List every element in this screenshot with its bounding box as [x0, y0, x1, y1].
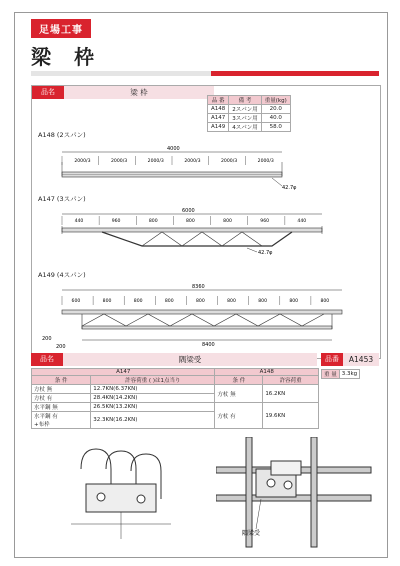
segment-label: 800 — [258, 299, 268, 304]
page-title: 梁 枠 — [31, 45, 102, 69]
catalog-page — [14, 12, 388, 558]
beam-a149-bottom — [82, 326, 332, 329]
segment-label: 800 — [223, 219, 232, 224]
cell: 水平鋼 有 +布枠 — [32, 412, 91, 429]
d1-total-label: 4000 — [167, 146, 180, 152]
col-header: 条 件 — [215, 376, 263, 385]
d1-pipe-label: 42.7φ — [282, 185, 297, 191]
col-header: 許容荷重 ( )は1点当り — [91, 376, 215, 385]
table-row — [32, 403, 319, 412]
cell: A148 — [208, 105, 229, 114]
d3-left1-label: 200 — [42, 336, 52, 342]
product-label-2: 品名 — [31, 353, 63, 366]
segment-label: 2000/3 — [257, 159, 274, 164]
title-underline-grey — [31, 71, 211, 76]
cell: A147 — [208, 114, 229, 123]
cell: 26.5KN(13.2KN) — [91, 403, 215, 412]
beam-a149-top — [62, 310, 342, 314]
cell: 2スパン用 — [229, 105, 262, 114]
segment-label: 800 — [320, 299, 330, 304]
d3-left2-label: 200 — [56, 344, 66, 350]
cell: 32.3KN(16.2KN) — [91, 412, 215, 429]
table-row — [208, 114, 291, 123]
cell: 方杖 有 — [215, 403, 263, 429]
table-row — [208, 123, 291, 132]
segment-label: 800 — [148, 219, 158, 224]
product-section-beam-frame — [31, 85, 381, 359]
drawing-a148 — [32, 142, 380, 202]
cell: 4スパン用 — [229, 123, 262, 132]
load-table — [31, 368, 319, 429]
segment-label: 2000/3 — [147, 159, 164, 164]
cell: 16.2KN — [263, 385, 319, 403]
drawing-a148-title: A148 (2スパン) — [38, 131, 86, 139]
cell: A149 — [208, 123, 229, 132]
spec-table — [207, 95, 291, 132]
product-name: 梁 枠 — [64, 86, 214, 99]
weight-label: 重 量 — [322, 370, 340, 379]
cell: 3スパン用 — [229, 114, 262, 123]
segment-label: 440 — [297, 219, 307, 224]
drawing-a147-title: A147 (3スパン) — [38, 195, 86, 203]
cell: 水平鋼 無 — [32, 403, 91, 412]
segment-label: 960 — [111, 219, 121, 224]
beam-a147-top — [62, 228, 322, 232]
segment-label: 800 — [133, 299, 143, 304]
drawing-a149 — [32, 280, 380, 358]
product-code: A1453 — [343, 353, 379, 366]
load-header-a147: A147 — [32, 369, 215, 376]
d2-pipe-label: 42.7φ — [258, 250, 273, 256]
cell: 40.0 — [261, 114, 290, 123]
product-label: 品名 — [32, 86, 64, 99]
segment-label: 440 — [74, 219, 84, 224]
drawing-a147 — [32, 204, 380, 274]
load-header-a148: A148 — [215, 369, 319, 376]
cell: 20.0 — [261, 105, 290, 114]
segment-label: 2000/3 — [74, 159, 91, 164]
segment-label: 600 — [71, 299, 81, 304]
code-label: 品番 — [321, 353, 343, 366]
segment-label: 2000/3 — [184, 159, 201, 164]
spec-header-code: 品 番 — [208, 96, 229, 105]
cell: 19.6KN — [263, 403, 319, 429]
cell: 58.0 — [261, 123, 290, 132]
weight-value: 3.3kg — [339, 370, 359, 379]
cell: 方杖 無 — [215, 385, 263, 403]
title-underline-red — [211, 71, 379, 76]
drawing-a149-title: A149 (4スパン) — [38, 271, 86, 279]
cell: 方杖 有 — [32, 394, 91, 403]
segment-label: 800 — [227, 299, 236, 304]
cell: 28.4KN(14.2KN) — [91, 394, 215, 403]
product-section-corner-beam-bracket — [31, 353, 379, 549]
segment-label: 2000/3 — [111, 159, 128, 164]
col-header: 許容荷重 — [263, 376, 319, 385]
table-row — [208, 105, 291, 114]
table-row — [32, 385, 319, 394]
cell: 方杖 無 — [32, 385, 91, 394]
d2-total-label: 6000 — [182, 208, 195, 214]
category-badge: 足場工事 — [31, 19, 91, 38]
segment-label: 960 — [260, 219, 270, 224]
bracket-photo-drawing — [216, 437, 376, 549]
weight-table — [321, 369, 360, 379]
segment-label: 800 — [102, 299, 112, 304]
bracket-callout-label: 隅梁受 — [242, 530, 261, 537]
segment-label: 800 — [164, 299, 174, 304]
spec-header-weight: 重量(kg) — [261, 96, 290, 105]
spec-header-note: 備 考 — [229, 96, 262, 105]
segment-label: 800 — [289, 299, 299, 304]
segment-label: 800 — [186, 219, 195, 224]
segment-label: 800 — [196, 299, 205, 304]
product-name-2: 隅梁受 — [63, 353, 317, 366]
d3-bottom-label: 8400 — [202, 342, 215, 348]
d3-total-label: 8360 — [192, 284, 205, 290]
segment-label: 2000/3 — [221, 159, 238, 164]
col-header: 条 件 — [32, 376, 91, 385]
bracket-drawing — [61, 439, 191, 549]
beam-a147-bottom — [102, 232, 292, 246]
cell: 12.7KN(6.37KN) — [91, 385, 215, 394]
